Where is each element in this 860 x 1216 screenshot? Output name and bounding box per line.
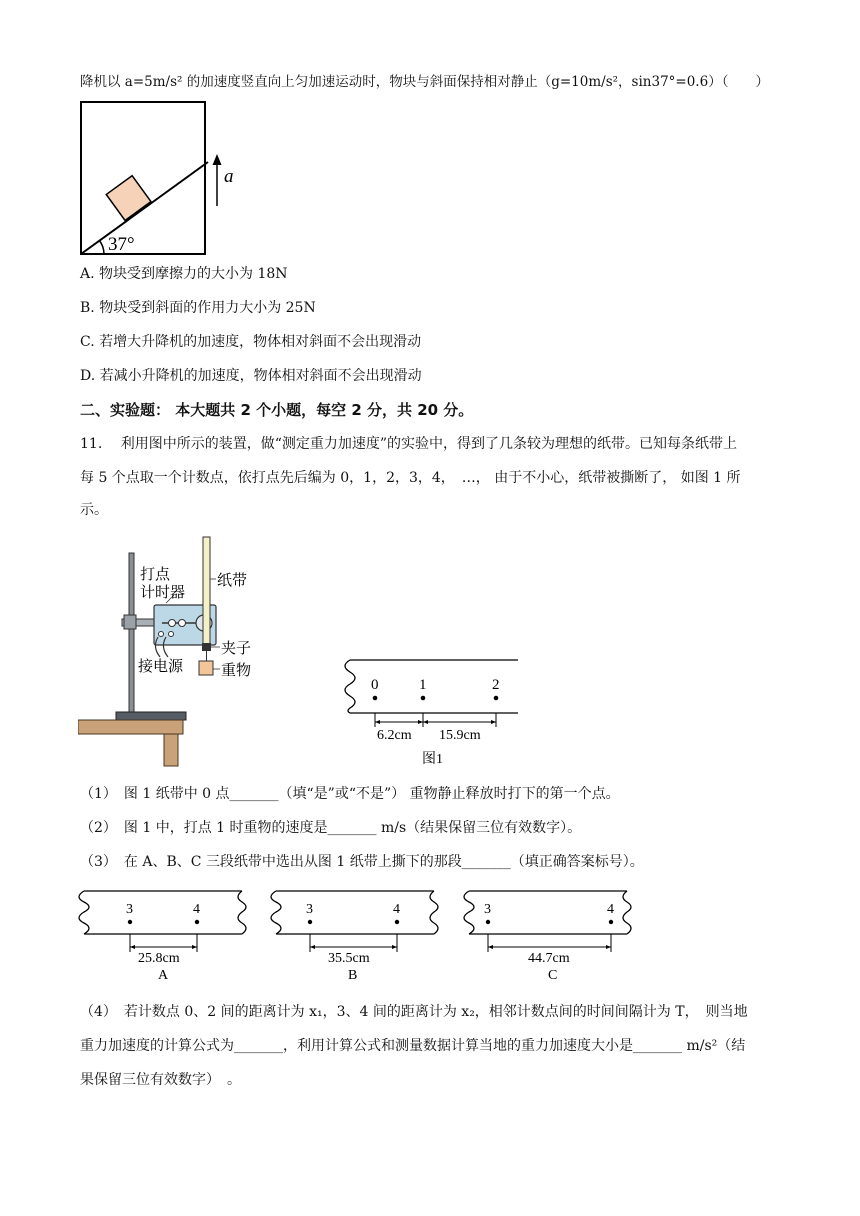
- clip: [202, 643, 211, 651]
- figure-1-tape: [340, 655, 525, 770]
- point-0-dot: [373, 696, 378, 701]
- part-4-line-2: 重力加速度的计算公式为_______，利用计算公式和测量数据计算当地的重力加速度大小是_______ m/s²（结: [80, 1038, 746, 1054]
- question-11-stem-line-3: 示。: [80, 502, 108, 518]
- tape-b: [262, 886, 447, 986]
- apparatus-figure: [78, 535, 278, 770]
- question-10-stem: 降机以 a=5m/s² 的加速度竖直向上匀加速运动时，物块与斜面保持相对静止（g=10m/s²，sin37°=0.6）（ ）: [80, 74, 769, 90]
- option-b: B. 物块受到斜面的作用力大小为 25N: [80, 300, 316, 316]
- part-1: （1） 图 1 纸带中 0 点_______（填“是”或“不是”） 重物静止释放时打下的第一个点。: [80, 786, 620, 802]
- clip-label: 夹子: [221, 641, 252, 657]
- tape-label: 纸带: [217, 573, 248, 589]
- question-11-stem-line-1: 11. 利用图中所示的装置，做“测定重力加速度”的实验中，得到了几条较为理想的纸带。已知每条纸带上: [80, 436, 738, 452]
- angle-label: 37°: [108, 234, 135, 255]
- tape-b-label: B: [348, 968, 358, 983]
- table-top: [78, 720, 183, 734]
- acceleration-arrowhead-icon: [213, 154, 222, 165]
- tape-a-label: A: [158, 968, 169, 983]
- clamp-knob: [124, 615, 136, 629]
- tape-c-point-4: 4: [607, 902, 614, 917]
- point-2-dot: [494, 696, 499, 701]
- timer-label-2: 计时器: [140, 585, 186, 601]
- figure-1-caption: 图1: [422, 752, 443, 767]
- part-4-line-1: （4） 若计数点 0、2 间的距离计为 x₁，3、4 间的距离计为 x₂，相邻计数点间的时间间隔计为 T， 则当地: [80, 1004, 748, 1020]
- tape-b-point-4: 4: [393, 902, 400, 917]
- block: [106, 176, 151, 221]
- option-a: A. 物块受到摩擦力的大小为 18N: [80, 266, 288, 282]
- section-2-title: 二、实验题： 本大题共 2 个小题，每空 2 分，共 20 分。: [80, 401, 474, 419]
- tape-b-point-3: 3: [306, 902, 313, 917]
- point-2-label: 2: [492, 677, 500, 693]
- acceleration-label: a: [224, 166, 234, 187]
- tape-c-point-3: 3: [484, 902, 491, 917]
- tape-a: [70, 886, 255, 986]
- tape-a-point-4: 4: [193, 902, 200, 917]
- tape-c: [455, 886, 640, 986]
- weight-label: 重物: [221, 663, 252, 679]
- point-1-label: 1: [419, 677, 427, 693]
- power-label: 接电源: [138, 659, 184, 675]
- question-11-stem-line-2: 每 5 个点取一个计数点，依打点先后编为 0，1，2，3，4， …， 由于不小心，纸带被撕断了， 如图 1 所: [80, 470, 741, 486]
- part-4-line-3: 果保留三位有效数字） 。: [80, 1072, 241, 1088]
- tape-a-point-3: 3: [126, 902, 133, 917]
- point-1-dot: [421, 696, 426, 701]
- timer-label-1: 打点: [140, 567, 171, 583]
- elevator-incline-figure: [78, 100, 248, 260]
- distance-01-label: 6.2cm: [377, 728, 412, 743]
- part-3: （3） 在 A、B、C 三段纸带中选出从图 1 纸带上撕下的那段_______（填正确答案标号）。: [80, 854, 644, 870]
- tape-c-label: C: [548, 968, 558, 983]
- tape-c-distance: 44.7cm: [528, 951, 570, 966]
- distance-12-label: 15.9cm: [439, 728, 481, 743]
- stand-base: [116, 712, 186, 720]
- table-leg: [164, 734, 178, 766]
- option-c: C. 若增大升降机的加速度，物体相对斜面不会出现滑动: [80, 334, 422, 350]
- stand-rod: [129, 553, 134, 719]
- weight: [199, 661, 213, 675]
- tape-b-distance: 35.5cm: [328, 951, 370, 966]
- paper-tape: [203, 537, 210, 647]
- angle-arc: [99, 240, 104, 254]
- part-2: （2） 图 1 中，打点 1 时重物的速度是_______ m/s（结果保留三位有效数字）。: [80, 820, 582, 836]
- option-d: D. 若减小升降机的加速度，物体相对斜面不会出现滑动: [80, 368, 422, 384]
- point-0-label: 0: [371, 677, 379, 693]
- tape-a-distance: 25.8cm: [138, 951, 180, 966]
